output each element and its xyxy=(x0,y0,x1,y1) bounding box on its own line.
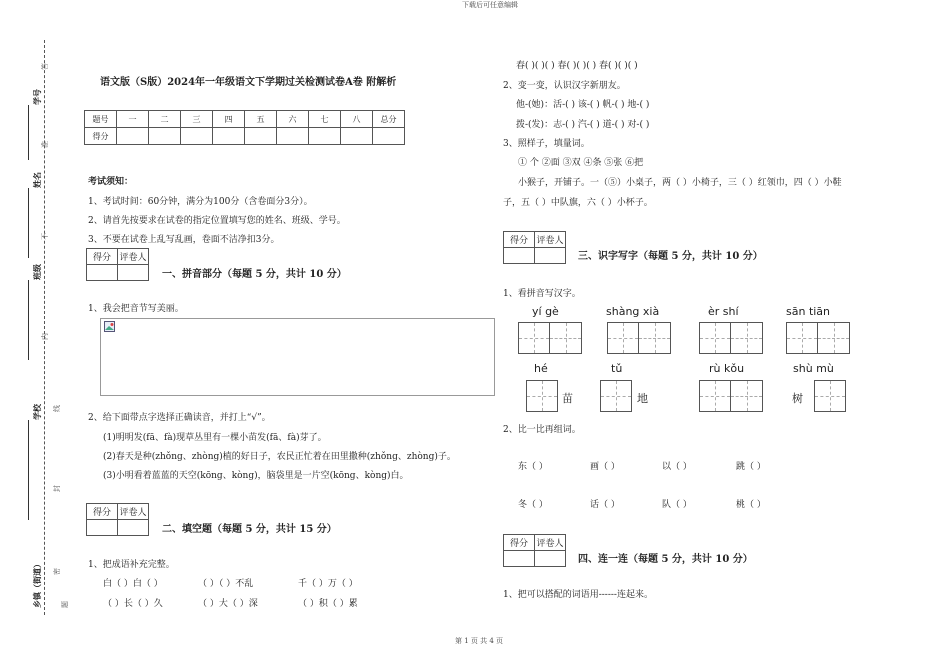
question-1: 1、我会把音节写美丽。 xyxy=(88,304,184,314)
idiom-item: 白（ ）白（ ） xyxy=(103,579,163,589)
radical-row: 拨-(发)：志-( ) 汽-( ) 道-( ) 对-( ) xyxy=(516,120,650,130)
label-township: 乡镇（街道） xyxy=(32,560,42,608)
grader-score-cell[interactable] xyxy=(87,520,118,536)
compare-item: 画（ ） xyxy=(590,462,620,472)
score-cell[interactable] xyxy=(309,128,341,145)
pinyin-label: shù mù xyxy=(793,362,834,375)
tianzige-grid[interactable] xyxy=(786,322,850,354)
header-note: 下载后可任意编辑 xyxy=(462,1,518,9)
write-question-1: 1、看拼音写汉字。 xyxy=(503,289,581,299)
compare-item: 跳（ ） xyxy=(736,462,766,472)
tianzige-grid[interactable] xyxy=(607,322,671,354)
score-cell[interactable] xyxy=(117,128,149,145)
right-top-line: 春( )( )( ) 春( )( )( ) 春( )( )( ) xyxy=(516,61,638,71)
question-2-line: (2)春天是种(zhǒng、zhòng)植的好日子，农民正忙着在田里撒种(zhǒng、zhòng)子。 xyxy=(103,452,456,462)
score-header-cell: 五 xyxy=(245,111,277,128)
score-header-cell: 七 xyxy=(309,111,341,128)
score-row-label: 得分 xyxy=(85,128,117,145)
notice-item: 3、不要在试卷上乱写乱画，卷面不洁净扣3分。 xyxy=(88,235,280,245)
grader-reviewer-label: 评卷人 xyxy=(118,249,149,265)
fill-question-1: 1、把成语补充完整。 xyxy=(88,560,175,570)
tianzige-grid[interactable] xyxy=(518,322,582,354)
question-2-line: (1)明明发(fā、fà)现草丛里有一棵小苗发(fā、fà)芽了。 xyxy=(103,433,327,443)
compare-item: 东（ ） xyxy=(518,462,548,472)
pinyin-label: yí gè xyxy=(532,305,559,318)
score-table xyxy=(84,110,405,145)
idiom-item: 千（ ）万（ ） xyxy=(298,579,358,589)
score-header-cell: 一 xyxy=(117,111,149,128)
grader-reviewer-label: 评卷人 xyxy=(535,232,566,248)
compare-item: 队（ ） xyxy=(662,500,692,510)
measure-word-line: 小猴子，开铺子。一（⑤）小桌子，两（ ）小椅子，三（ ）红领巾，四（ ）小鞋 xyxy=(518,178,842,188)
score-header-cell: 八 xyxy=(341,111,373,128)
score-header-cell: 三 xyxy=(181,111,213,128)
tianzige-grid[interactable] xyxy=(699,380,763,412)
pinyin-label: hé xyxy=(534,362,548,375)
grader-score-cell[interactable] xyxy=(504,248,535,264)
label-student-id: 学号 xyxy=(32,89,42,105)
grader-box xyxy=(503,534,566,567)
grader-box xyxy=(86,248,149,281)
notice-title: 考试须知： xyxy=(88,177,134,187)
pinyin-label: rù kǒu xyxy=(709,362,745,375)
pinyin-label: tǔ xyxy=(611,362,623,375)
given-character: 树 xyxy=(792,392,803,405)
field-line xyxy=(28,105,30,160)
score-header-cell: 总分 xyxy=(373,111,405,128)
section-2-title: 二、填空题（每题 5 分，共计 15 分） xyxy=(162,524,337,535)
score-cell[interactable] xyxy=(277,128,309,145)
label-school: 学校 xyxy=(32,404,42,420)
grader-score-label: 得分 xyxy=(87,249,118,265)
grader-score-label: 得分 xyxy=(504,232,535,248)
grader-reviewer-cell[interactable] xyxy=(118,520,149,536)
seal-mark: 题 xyxy=(61,601,69,608)
score-table-score-row xyxy=(85,128,405,145)
label-name: 姓名 xyxy=(32,172,42,188)
score-header-cell: 二 xyxy=(149,111,181,128)
pinyin-label: èr shí xyxy=(708,305,739,318)
notice-item: 1、考试时间：60分钟，满分为100分（含卷面分3分）。 xyxy=(88,197,313,207)
section-3-title: 三、识字写字（每题 5 分，共计 10 分） xyxy=(578,251,763,262)
score-cell[interactable] xyxy=(213,128,245,145)
seal-mark: 线 xyxy=(53,405,61,412)
field-line xyxy=(28,188,30,258)
pinyin-label: sān tiān xyxy=(786,305,831,318)
grader-box xyxy=(503,231,566,264)
seal-mark: 密 xyxy=(53,568,61,575)
measure-word-options: ① 个 ②面 ③双 ④条 ⑤张 ⑥把 xyxy=(518,158,644,168)
score-header-cell: 题号 xyxy=(85,111,117,128)
compare-item: 以（ ） xyxy=(662,462,692,472)
tianzige-grid[interactable] xyxy=(814,380,846,412)
page-title: 语文版（S版）2024年一年级语文下学期过关检测试卷A卷 附解析 xyxy=(100,77,397,88)
score-cell[interactable] xyxy=(373,128,405,145)
tianzige-grid[interactable] xyxy=(600,380,632,412)
section-4-title: 四、连一连（每题 5 分，共计 10 分） xyxy=(578,554,753,565)
section-1-title: 一、拼音部分（每题 5 分，共计 10 分） xyxy=(162,269,347,280)
score-cell[interactable] xyxy=(245,128,277,145)
grader-score-cell[interactable] xyxy=(504,551,535,567)
grader-reviewer-cell[interactable] xyxy=(535,248,566,264)
score-header-cell: 四 xyxy=(213,111,245,128)
question-2-line: (3)小明看着蓝蓝的天空(kōng、kòng)，脑袋里是一片空(kōng、kòng)白。 xyxy=(103,471,409,481)
idiom-item: （ ）（ ）不乱 xyxy=(198,579,254,589)
compare-item: 冬（ ） xyxy=(518,500,548,510)
binding-line xyxy=(44,40,45,615)
field-line xyxy=(28,280,30,360)
measure-word-line: 子，五（ ）中队旗，六（ ）小杯子。 xyxy=(503,198,653,208)
given-character: 地 xyxy=(637,392,648,405)
seal-mark: 不 xyxy=(41,233,49,240)
page-footer: 第 1 页 共 4 页 xyxy=(455,637,504,645)
seal-mark: 答 xyxy=(41,63,49,70)
grader-reviewer-cell[interactable] xyxy=(118,265,149,281)
tianzige-grid[interactable] xyxy=(699,322,763,354)
compare-item: 桃（ ） xyxy=(736,500,766,510)
image-placeholder xyxy=(100,318,495,396)
connect-question-1: 1、把可以搭配的词语用------连起来。 xyxy=(503,590,653,600)
grader-score-label: 得分 xyxy=(87,504,118,520)
right-question-2: 2、变一变，认识汉字新朋友。 xyxy=(503,81,626,91)
idiom-item: （ ）长（ ）久 xyxy=(103,599,163,609)
seal-mark: 内 xyxy=(41,333,49,340)
label-class: 班级 xyxy=(32,264,42,280)
grader-reviewer-cell[interactable] xyxy=(535,551,566,567)
grader-score-label: 得分 xyxy=(504,535,535,551)
idiom-item: （ ）积（ ）累 xyxy=(298,599,358,609)
radical-row: 他-(她)：活-( ) 该-( ) 帆-( ) 地-( ) xyxy=(516,100,650,110)
idiom-item: （ ）大（ ）深 xyxy=(198,599,258,609)
grader-reviewer-label: 评卷人 xyxy=(118,504,149,520)
grader-reviewer-label: 评卷人 xyxy=(535,535,566,551)
broken-image-icon xyxy=(104,321,116,333)
score-cell[interactable] xyxy=(181,128,213,145)
compare-item: 话（ ） xyxy=(590,500,620,510)
pinyin-label: shàng xià xyxy=(606,305,660,318)
seal-mark: 准 xyxy=(41,141,49,148)
seal-mark: 封 xyxy=(53,485,61,492)
score-header-cell: 六 xyxy=(277,111,309,128)
right-question-3: 3、照样子，填量词。 xyxy=(503,139,590,149)
tianzige-grid[interactable] xyxy=(526,380,558,412)
field-line xyxy=(28,420,30,520)
notice-item: 2、请首先按要求在试卷的指定位置填写您的姓名、班级、学号。 xyxy=(88,216,346,226)
question-2: 2、给下面带点字选择正确读音，并打上“√”。 xyxy=(88,413,271,423)
grader-box xyxy=(86,503,149,536)
compare-question: 2、比一比再组词。 xyxy=(503,425,581,435)
score-cell[interactable] xyxy=(149,128,181,145)
given-character: 苗 xyxy=(562,392,573,405)
score-cell[interactable] xyxy=(341,128,373,145)
score-table-header-row xyxy=(85,111,405,128)
grader-score-cell[interactable] xyxy=(87,265,118,281)
